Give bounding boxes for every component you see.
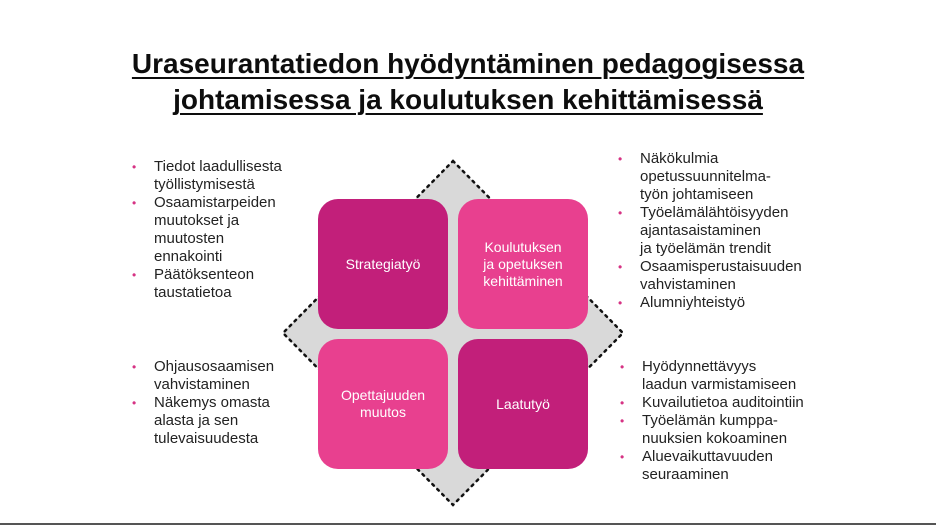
bullet-item-text: • Alumniyhteistyö	[640, 294, 746, 311]
bullet-item	[618, 294, 848, 312]
bullet-item-text: • Päätöksenteon	[154, 266, 255, 283]
bullet-item-text: laadun varmistamiseen	[642, 376, 797, 393]
bullet-item-text: • Tiedot laadullisesta	[154, 158, 282, 175]
bottom-right-bullet-list	[620, 358, 850, 484]
bullet-item-text: tulevaisuudesta	[154, 430, 259, 447]
bullet-item	[620, 394, 850, 412]
bullet-item	[132, 394, 332, 448]
koulutuksen-kehittaminen-label-line: kehittäminen	[483, 272, 563, 289]
bullet-item-text: vahvistaminen	[154, 376, 250, 393]
bullet-item	[620, 358, 850, 394]
opettajuuden-muutos-box	[318, 339, 448, 469]
bullet-item	[620, 448, 850, 484]
bullet-item	[132, 158, 332, 194]
bullet-item-text: nuuksien kokoaminen	[642, 430, 788, 447]
bullet-item-text: työn johtamiseen	[640, 186, 754, 203]
slide-title-line-1: Uraseurantatiedon hyödyntäminen pedagogisessa	[131, 48, 805, 79]
bullet-item	[618, 150, 848, 204]
bullet-item	[132, 266, 332, 302]
strategiatyo-box	[318, 199, 448, 329]
bullet-item-text: • Hyödynnettävyys	[642, 358, 757, 375]
bullet-item-text: seuraaminen	[642, 466, 729, 483]
strategiatyo-label: Strategiatyö	[345, 255, 421, 272]
bullet-item-text: ja työelämän trendit	[640, 240, 771, 257]
bullet-item-text: • Osaamisperustaisuuden	[640, 258, 802, 275]
bullet-item-text: ennakointi	[154, 248, 223, 265]
slide-title-line-2: johtamisessa ja koulutuksen kehittämisessä	[173, 84, 763, 115]
footer-divider	[0, 523, 936, 525]
koulutuksen-kehittaminen-label-line: ja opetuksen	[483, 255, 563, 272]
bullet-item-text: • Ohjausosaamisen	[154, 358, 275, 375]
bullet-item-text: ajantasaistaminen	[640, 222, 761, 239]
bullet-item-text: alasta ja sen	[154, 412, 239, 429]
bullet-item	[618, 258, 848, 294]
bullet-item-text: • Kuvailutietoa auditointiin	[642, 394, 804, 411]
bullet-item	[618, 204, 848, 258]
bullet-item	[132, 194, 332, 266]
bullet-item-text: • Työelämän kumppa-	[642, 412, 778, 429]
opettajuuden-muutos-label-line: muutos	[360, 404, 406, 420]
bullet-item-text: taustatietoa	[154, 284, 232, 301]
bullet-item-text: • Osaamistarpeiden	[154, 194, 276, 211]
bullet-item-text: • Aluevaikuttavuuden	[642, 448, 773, 465]
bullet-item-text: • Työelämälähtöisyyden	[640, 204, 789, 221]
laatutyo-label: Laatutyö	[496, 395, 550, 412]
bullet-item	[620, 412, 850, 448]
bullet-item-text: vahvistaminen	[640, 276, 736, 293]
top-left-bullet-list	[132, 158, 332, 302]
bullet-item-text: opetussuunnitelma-	[640, 168, 771, 185]
opettajuuden-muutos-label-line: Opettajuuden	[340, 387, 426, 403]
bottom-left-bullet-list	[132, 358, 332, 448]
laatutyo-box	[458, 339, 588, 469]
bullet-item-text: • Näkökulmia	[640, 150, 719, 167]
bullet-item	[132, 358, 332, 394]
bullet-item-text: työllistymisestä	[154, 176, 255, 193]
bullet-item-text: muutokset ja	[154, 212, 240, 229]
top-right-bullet-list	[618, 150, 848, 312]
koulutuksen-kehittaminen-label-line: Koulutuksen	[484, 238, 562, 255]
bullet-item-text: • Näkemys omasta	[154, 394, 270, 411]
bullet-item-text: muutosten	[154, 230, 225, 247]
koulutuksen-kehittaminen-box	[458, 199, 588, 329]
